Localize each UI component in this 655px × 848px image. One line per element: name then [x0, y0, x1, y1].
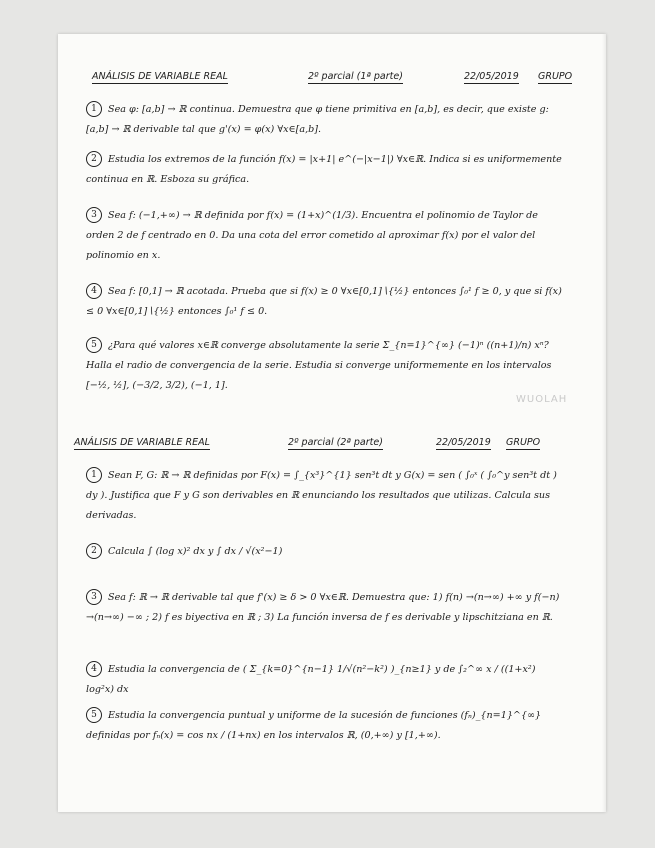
part2-problem-4 — [86, 660, 562, 700]
problem-number: 5 — [86, 337, 102, 353]
part1-problem-2 — [86, 150, 562, 190]
part2-subject: ANÁLISIS DE VARIABLE REAL — [74, 437, 210, 448]
part1-problem-4 — [86, 282, 562, 322]
exam-sheet — [58, 34, 606, 812]
problem-text: Calcula ∫ (log x)² dx y ∫ dx / √(x²−1) — [108, 546, 283, 557]
part2-header — [58, 436, 606, 458]
problem-number: 1 — [86, 467, 102, 483]
part1-group: GRUPO — [538, 71, 573, 82]
problem-number: 4 — [86, 661, 102, 677]
problem-number: 2 — [86, 151, 102, 167]
part1-problem-5 — [86, 336, 562, 396]
part1-problem-3 — [86, 206, 562, 266]
problem-text: Sea f: [0,1] → ℝ acotada. Prueba que si f(x) ≥ 0 ∀x∈[0,1]∖{½} entonces ∫₀¹ f ≥ 0, y que si f(x) ≤ 0 ∀x∈[0,1]∖{½} entonces ∫₀¹ f ≤ 0. — [86, 286, 562, 317]
problem-number: 4 — [86, 283, 102, 299]
page-edge-shadow — [602, 34, 606, 812]
part2-problem-2 — [86, 542, 562, 562]
part2-date: 22/05/2019 — [436, 437, 491, 448]
problem-text: Sean F, G: ℝ → ℝ definidas por F(x) = ∫_{x³}^{1} sen³t dt y G(x) = sen ( ∫₀ˣ ( ∫₀^y sen³t dt ) dy ). Justifica que F y G son derivables en ℝ enunciando los resultados que utilizas. Calcula sus derivadas. — [86, 470, 557, 521]
problem-number: 2 — [86, 543, 102, 559]
part2-group: GRUPO — [506, 437, 541, 448]
part1-header — [58, 70, 606, 92]
problem-text: Sea φ: [a,b] → ℝ continua. Demuestra que φ tiene primitiva en [a,b], es decir, que existe g: [a,b] → ℝ derivable tal que g'(x) = φ(x) ∀x∈[a,b]. — [86, 104, 549, 135]
problem-text: ¿Para qué valores x∈ℝ converge absolutamente la serie Σ_{n=1}^{∞} (−1)ⁿ ((n+1)/n) xⁿ? Halla el radio de convergencia de la serie. Estudia si converge uniformemente en los intervalos [−½, ½], (−3/2, 3/2), (−1, 1]. — [86, 340, 552, 391]
part1-subject: ANÁLISIS DE VARIABLE REAL — [92, 71, 228, 82]
problem-number: 1 — [86, 101, 102, 117]
problem-text: Sea f: (−1,+∞) → ℝ definida por f(x) = (1+x)^(1/3). Encuentra el polinomio de Taylor de orden 2 de f centrado en 0. Da una cota del error cometido al aproximar f(x) por el valor del polinomio en x. — [86, 210, 538, 261]
problem-text: Sea f: ℝ → ℝ derivable tal que f'(x) ≥ δ > 0 ∀x∈ℝ. Demuestra que: 1) f(n) →(n→∞) +∞ y f(−n) →(n→∞) −∞ ; 2) f es biyectiva en ℝ ; 3) La función inversa de f es derivable y lipschitziana en ℝ. — [86, 592, 560, 623]
problem-text: Estudia los extremos de la función f(x) = |x+1| e^(−|x−1|) ∀x∈ℝ. Indica si es uniformemente continua en ℝ. Esboza su gráfica. — [86, 154, 562, 185]
part2-exam: 2º parcial (2ª parte) — [288, 437, 383, 448]
problem-text: Estudia la convergencia de ( Σ_{k=0}^{n−1} 1/√(n²−k²) )_{n≥1} y de ∫₂^∞ x / ((1+x²) log²x) dx — [86, 664, 536, 695]
part2-problem-1 — [86, 466, 562, 526]
watermark: WUOLAH — [516, 394, 568, 405]
part1-exam: 2º parcial (1ª parte) — [308, 71, 403, 82]
problem-number: 3 — [86, 207, 102, 223]
part2-problem-5 — [86, 706, 562, 746]
part1-date: 22/05/2019 — [464, 71, 519, 82]
part1-problem-1 — [86, 100, 562, 140]
problem-number: 5 — [86, 707, 102, 723]
part2-problem-3 — [86, 588, 562, 628]
problem-number: 3 — [86, 589, 102, 605]
problem-text: Estudia la convergencia puntual y uniforme de la sucesión de funciones (fₙ)_{n=1}^{∞} definidas por fₙ(x) = cos nx / (1+nx) en los intervalos ℝ, (0,+∞) y [1,+∞). — [86, 710, 542, 741]
